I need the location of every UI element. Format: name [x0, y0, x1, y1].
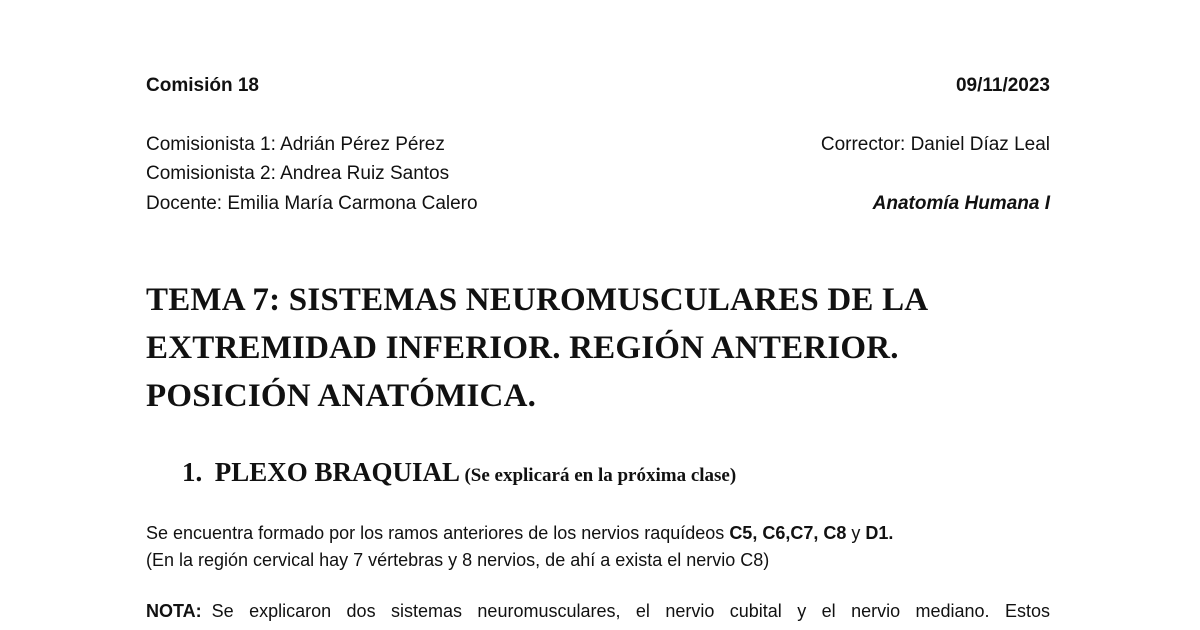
paragraph-intro: Se encuentra formado por los ramos anteriores de los nervios raquídeos — [146, 523, 730, 543]
nerve-d1: D1. — [865, 523, 894, 543]
commission-number: Comisión 18 — [146, 75, 259, 96]
nota-label: NOTA: — [146, 601, 202, 621]
nerve-list: C5, C6,C7, C8 — [729, 523, 847, 543]
commissioner-1: Comisionista 1: Adrián Pérez Pérez — [146, 134, 445, 155]
title-line-3: POSICIÓN ANATÓMICA. — [146, 378, 537, 414]
title-line-1: TEMA 7: SISTEMAS NEUROMUSCULARES DE LA — [146, 282, 929, 318]
section-heading — [182, 455, 736, 489]
page-title — [146, 276, 928, 420]
paragraph-conjunction: y — [846, 523, 866, 543]
section-number: 1. — [182, 457, 203, 487]
nota-line — [146, 597, 1050, 626]
section-note: (Se explicará en la próxima clase) — [464, 465, 737, 486]
section-title: PLEXO BRAQUIAL — [214, 457, 460, 487]
document-date: 09/11/2023 — [955, 75, 1050, 96]
teacher-name: Docente: Emilia María Carmona Calero — [146, 193, 478, 214]
subject-name: Anatomía Humana I — [872, 193, 1050, 214]
title-line-2: EXTREMIDAD INFERIOR. REGIÓN ANTERIOR. — [146, 330, 899, 366]
paragraph-line-1 — [146, 519, 893, 548]
nota-text: Se explicaron dos sistemas neuromusculares, el nervio cubital y el nervio mediano. Estos — [211, 601, 1050, 621]
paragraph-line-2: (En la región cervical hay 7 vértebras y 8 nervios, de ahí a exista el nervio C8) — [146, 550, 770, 570]
commissioner-2: Comisionista 2: Andrea Ruiz Santos — [146, 163, 450, 184]
corrector-name: Corrector: Daniel Díaz Leal — [820, 134, 1050, 155]
